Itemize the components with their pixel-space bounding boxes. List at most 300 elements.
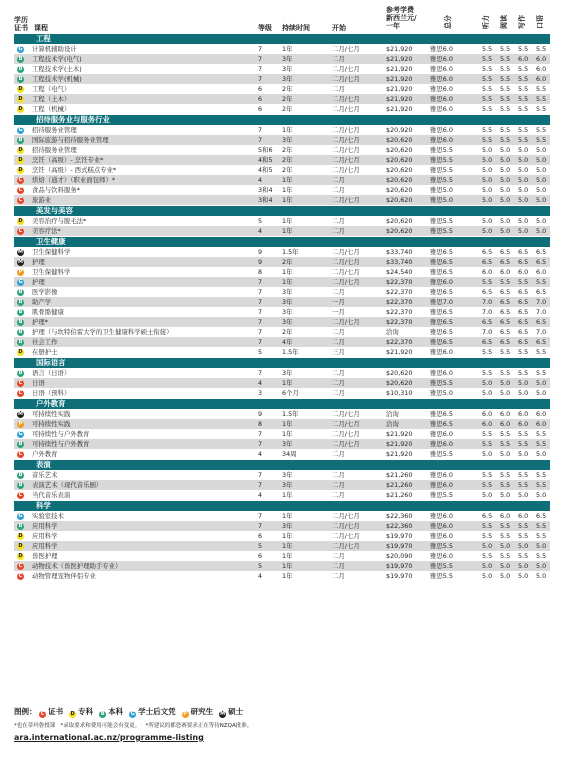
section-header: 工程	[14, 34, 550, 44]
ielts-overall: 雅思5.0	[430, 186, 453, 194]
course-name: 应用科学	[32, 522, 58, 530]
credential-badge: B	[18, 136, 23, 143]
legend-label: 研究生	[190, 707, 214, 716]
table-row	[14, 64, 550, 74]
ielts-overall: 雅思5.0	[430, 389, 453, 397]
ielts-listening: 5.5	[482, 95, 493, 103]
ielts-speaking: 5.0	[536, 176, 547, 184]
course-name: 肌骨骼健康	[32, 308, 64, 316]
ielts-reading: 5.5	[500, 105, 511, 113]
ielts-speaking: 6.5	[536, 318, 547, 326]
fee: $21,920	[386, 65, 413, 73]
duration: 4年	[282, 338, 293, 346]
duration: 3年	[282, 288, 293, 296]
ielts-speaking: 5.0	[536, 227, 547, 235]
ielts-writing: 5.0	[518, 166, 529, 174]
credential-badge: D	[18, 217, 23, 224]
start-month: 二月/七月	[332, 196, 360, 204]
credential-badge: D	[18, 85, 23, 92]
ielts-speaking: 5.0	[536, 491, 547, 499]
start-month: 一月	[332, 308, 345, 316]
start-month: 二月/七月	[332, 522, 360, 530]
fee: $10,310	[386, 389, 413, 397]
table-row	[14, 307, 550, 317]
start-month: 二月/七月	[332, 156, 360, 164]
ielts-speaking: 5.0	[536, 146, 547, 154]
ielts-overall: 雅思5.5	[430, 227, 453, 235]
ielts-speaking: 5.5	[536, 471, 547, 479]
ielts-reading: 5.5	[500, 65, 511, 73]
ielts-listening: 5.5	[482, 522, 493, 530]
credential-badge: B	[18, 288, 23, 295]
ielts-listening: 5.0	[482, 196, 493, 204]
ielts-speaking: 5.5	[536, 532, 547, 540]
header-speaking: 口语	[536, 15, 544, 29]
credential-badge: D	[18, 552, 23, 559]
duration: 2年	[282, 146, 293, 154]
ielts-writing: 5.5	[518, 552, 529, 560]
table-row	[14, 449, 550, 459]
ielts-reading: 5.0	[500, 379, 511, 387]
ielts-speaking: 5.0	[536, 542, 547, 550]
footnotes	[14, 721, 252, 729]
start-month: 二月	[332, 562, 345, 570]
credential-badge: G	[18, 126, 23, 133]
ielts-listening: 7.0	[482, 308, 493, 316]
ielts-writing: 5.5	[518, 75, 529, 83]
ielts-reading: 6.0	[500, 512, 511, 520]
level: 7	[258, 45, 263, 53]
legend-item	[69, 706, 93, 717]
fee: $22,360	[386, 512, 413, 520]
ielts-speaking: 7.0	[536, 308, 547, 316]
table-row	[14, 94, 550, 104]
fee: $21,260	[386, 471, 413, 479]
ielts-writing: 5.0	[518, 146, 529, 154]
course-name: 护理	[32, 278, 45, 286]
legend-item	[39, 706, 63, 717]
ielts-listening: 5.5	[482, 348, 493, 356]
start-month: 二月	[332, 379, 345, 387]
start-month: 二月/七月	[332, 430, 360, 438]
duration: 1年	[282, 572, 293, 580]
duration: 2年	[282, 258, 293, 266]
credential-badge: D	[18, 166, 23, 173]
duration: 1年	[282, 491, 293, 499]
credential-badge: C	[18, 491, 23, 498]
level: 7	[258, 481, 263, 489]
ielts-speaking: 5.0	[536, 572, 547, 580]
ielts-writing: 5.0	[518, 186, 529, 194]
level: 5	[258, 348, 263, 356]
ielts-reading: 5.0	[500, 227, 511, 235]
table-row	[14, 216, 550, 226]
course-name: 工程（土木）	[32, 95, 71, 103]
table-row	[14, 247, 550, 257]
ielts-writing: 5.0	[518, 562, 529, 570]
table-row	[14, 521, 550, 531]
course-name: 工程技术学(机械)	[32, 75, 82, 83]
duration: 6个月	[282, 389, 299, 397]
ielts-speaking: 5.0	[536, 186, 547, 194]
ielts-overall: 雅思6.0	[430, 136, 453, 144]
duration: 3年	[282, 440, 293, 448]
ielts-writing: 6.5	[518, 288, 529, 296]
table-row	[14, 287, 550, 297]
credential-badge: B	[18, 75, 23, 82]
credential-badge: M	[18, 258, 23, 265]
course-name: 当代音乐表演	[32, 491, 71, 499]
ielts-listening: 6.5	[482, 318, 493, 326]
ielts-writing: 6.0	[518, 55, 529, 63]
duration: 1.5年	[282, 348, 299, 356]
course-table	[14, 33, 550, 581]
credential-badge: M	[220, 711, 226, 717]
credential-badge: C	[18, 389, 23, 396]
duration: 3年	[282, 522, 293, 530]
level: 3和4	[258, 186, 273, 194]
ielts-listening: 7.0	[482, 328, 493, 336]
fee: $21,920	[386, 450, 413, 458]
ielts-reading: 5.0	[500, 389, 511, 397]
ielts-reading: 5.5	[500, 369, 511, 377]
course-name: 社会工作	[32, 338, 58, 346]
ielts-speaking: 6.0	[536, 268, 547, 276]
fee: $20,090	[386, 552, 413, 560]
programme-listing-link[interactable]: ara.international.ac.nz/programme-listing	[14, 733, 204, 742]
ielts-listening: 6.5	[482, 288, 493, 296]
table-row	[14, 378, 550, 388]
table-row	[14, 257, 550, 267]
duration: 2年	[282, 105, 293, 113]
ielts-listening: 5.0	[482, 542, 493, 550]
level: 7	[258, 298, 263, 306]
header-course: 课程	[34, 24, 48, 32]
ielts-speaking: 5.5	[536, 481, 547, 489]
start-month: 二月/七月	[332, 65, 360, 73]
fee: $21,920	[386, 45, 413, 53]
ielts-writing: 6.5	[518, 328, 529, 336]
ielts-writing: 6.5	[518, 258, 529, 266]
fee: $20,620	[386, 369, 413, 377]
ielts-reading: 6.5	[500, 318, 511, 326]
course-name: 在册护士	[32, 348, 58, 356]
level: 3和4	[258, 196, 273, 204]
ielts-listening: 5.5	[482, 75, 493, 83]
course-name: 表演艺术（现代音乐剧）	[32, 481, 103, 489]
start-month: 二月/七月	[332, 126, 360, 134]
start-month: 二月	[332, 572, 345, 580]
ielts-speaking: 6.5	[536, 338, 547, 346]
fee: $21,260	[386, 491, 413, 499]
ielts-overall: 雅思5.5	[430, 379, 453, 387]
ielts-writing: 5.0	[518, 572, 529, 580]
fee: $21,920	[386, 55, 413, 63]
ielts-reading: 5.5	[500, 552, 511, 560]
ielts-overall: 雅思6.5	[430, 338, 453, 346]
ielts-writing: 6.5	[518, 318, 529, 326]
credential-badge: D	[18, 348, 23, 355]
ielts-speaking: 5.0	[536, 389, 547, 397]
credential-badge: C	[18, 572, 23, 579]
course-name: 可持续性与户外教育	[32, 430, 90, 438]
start-month: 二月	[332, 176, 345, 184]
duration: 1.5年	[282, 410, 299, 418]
section-header: 户外教育	[14, 399, 550, 409]
ielts-reading: 5.5	[500, 430, 511, 438]
ielts-overall: 雅思6.0	[430, 105, 453, 113]
level: 5和6	[258, 146, 273, 154]
ielts-reading: 5.5	[500, 522, 511, 530]
credential-badge: B	[18, 471, 23, 478]
ielts-writing: 5.0	[518, 491, 529, 499]
section-header: 科学	[14, 501, 550, 511]
credential-badge: D	[18, 105, 23, 112]
ielts-overall: 雅思6.0	[430, 481, 453, 489]
course-name: 美容疗法*	[32, 227, 61, 235]
ielts-reading: 5.5	[500, 136, 511, 144]
fee: $19,970	[386, 562, 413, 570]
ielts-speaking: 5.5	[536, 105, 547, 113]
course-name: 招待服务业管理	[32, 146, 77, 154]
duration: 2年	[282, 85, 293, 93]
table-row	[14, 317, 550, 327]
credential-badge: C	[18, 186, 23, 193]
duration: 34周	[282, 450, 297, 458]
course-name: 助产学	[32, 298, 52, 306]
start-month: 二月	[332, 227, 345, 235]
ielts-listening: 5.5	[482, 126, 493, 134]
start-month: 二月/七月	[332, 45, 360, 53]
ielts-overall: 雅思5.5	[430, 217, 453, 225]
course-name: 招待服务业管理	[32, 126, 77, 134]
duration: 1年	[282, 512, 293, 520]
ielts-writing: 5.5	[518, 369, 529, 377]
ielts-speaking: 5.0	[536, 196, 547, 204]
level: 4	[258, 227, 263, 235]
fee: $19,970	[386, 532, 413, 540]
ielts-speaking: 5.5	[536, 278, 547, 286]
ielts-reading: 5.0	[500, 572, 511, 580]
ielts-reading: 5.0	[500, 562, 511, 570]
ielts-writing: 6.5	[518, 298, 529, 306]
table-row	[14, 226, 550, 236]
section-header: 表演	[14, 460, 550, 470]
duration: 1年	[282, 532, 293, 540]
credential-badge: B	[18, 522, 23, 529]
ielts-writing: 5.5	[518, 85, 529, 93]
ielts-writing: 6.0	[518, 410, 529, 418]
ielts-writing: 5.5	[518, 348, 529, 356]
credential-badge: B	[18, 65, 23, 72]
ielts-writing: 5.5	[518, 522, 529, 530]
level: 7	[258, 278, 263, 286]
duration: 3年	[282, 308, 293, 316]
course-name: 动物管理宠物伴侣专业	[32, 572, 96, 580]
course-name: 工程（机械）	[32, 105, 71, 113]
ielts-speaking: 6.0	[536, 420, 547, 428]
ielts-reading: 5.0	[500, 156, 511, 164]
fee: $20,620	[386, 227, 413, 235]
level: 8	[258, 268, 263, 276]
fee: $21,920	[386, 95, 413, 103]
ielts-writing: 5.5	[518, 65, 529, 73]
ielts-writing: 5.5	[518, 440, 529, 448]
duration: 3年	[282, 65, 293, 73]
fee: $33,740	[386, 248, 413, 256]
ielts-writing: 5.5	[518, 126, 529, 134]
ielts-writing: 5.5	[518, 532, 529, 540]
ielts-listening: 5.5	[482, 136, 493, 144]
level: 6	[258, 552, 263, 560]
ielts-listening: 5.0	[482, 450, 493, 458]
table-row	[14, 368, 550, 378]
duration: 3年	[282, 318, 293, 326]
course-name: 护理*	[32, 318, 48, 326]
duration: 3年	[282, 55, 293, 63]
ielts-reading: 5.0	[500, 196, 511, 204]
course-name: 计算机辅助设计	[32, 45, 77, 53]
table-row	[14, 74, 550, 84]
ielts-speaking: 5.5	[536, 552, 547, 560]
fee: $21,920	[386, 440, 413, 448]
ielts-writing: 5.5	[518, 481, 529, 489]
ielts-speaking: 5.5	[536, 440, 547, 448]
credential-badge: C	[18, 176, 23, 183]
start-month: 一月	[332, 298, 345, 306]
start-month: 二月	[332, 389, 345, 397]
start-month: 二月/七月	[332, 146, 360, 154]
ielts-overall: 雅思6.0	[430, 440, 453, 448]
footnote-1: *也在蒂玛鲁授课	[14, 723, 56, 729]
ielts-overall: 雅思6.0	[430, 45, 453, 53]
ielts-listening: 5.5	[482, 278, 493, 286]
ielts-listening: 5.0	[482, 562, 493, 570]
ielts-overall: 雅思5.5	[430, 450, 453, 458]
duration: 3年	[282, 481, 293, 489]
fee: $33,740	[386, 258, 413, 266]
table-row	[14, 104, 550, 114]
credential-badge: C	[18, 562, 23, 569]
start-month: 二月/七月	[332, 420, 360, 428]
ielts-speaking: 5.5	[536, 522, 547, 530]
table-row	[14, 388, 550, 398]
fee: $19,970	[386, 542, 413, 550]
ielts-speaking: 6.5	[536, 248, 547, 256]
ielts-reading: 6.5	[500, 258, 511, 266]
ielts-speaking: 7.0	[536, 328, 547, 336]
ielts-listening: 5.0	[482, 186, 493, 194]
ielts-reading: 6.0	[500, 410, 511, 418]
ielts-reading: 5.0	[500, 166, 511, 174]
ielts-overall: 雅思6.5	[430, 318, 453, 326]
level: 5	[258, 542, 263, 550]
fee: 洽询	[386, 410, 399, 418]
fee: 洽询	[386, 328, 399, 336]
level: 6	[258, 532, 263, 540]
credential-badge: D	[18, 95, 23, 102]
ielts-writing: 5.0	[518, 542, 529, 550]
fee: $22,370	[386, 288, 413, 296]
ielts-overall: 雅思6.0	[430, 369, 453, 377]
start-month: 二月/七月	[332, 512, 360, 520]
ielts-writing: 5.5	[518, 278, 529, 286]
credential-badge: B	[18, 55, 23, 62]
start-month: 二月/七月	[332, 278, 360, 286]
ielts-writing: 6.5	[518, 308, 529, 316]
ielts-listening: 5.0	[482, 176, 493, 184]
credential-badge: B	[18, 298, 23, 305]
table-row	[14, 327, 550, 337]
duration: 1年	[282, 227, 293, 235]
section-header: 招待服务业与服务行业	[14, 115, 550, 125]
course-name: 应用科学	[32, 532, 58, 540]
fee: $21,260	[386, 481, 413, 489]
ielts-speaking: 5.5	[536, 369, 547, 377]
ielts-reading: 5.5	[500, 45, 511, 53]
ielts-listening: 5.5	[482, 471, 493, 479]
duration: 1年	[282, 196, 293, 204]
ielts-writing: 5.0	[518, 217, 529, 225]
ielts-reading: 6.5	[500, 288, 511, 296]
start-month: 二月	[332, 288, 345, 296]
start-month: 二月/七月	[332, 542, 360, 550]
ielts-reading: 5.0	[500, 542, 511, 550]
ielts-reading: 5.5	[500, 75, 511, 83]
duration: 2年	[282, 328, 293, 336]
ielts-listening: 5.5	[482, 369, 493, 377]
ielts-listening: 6.0	[482, 410, 493, 418]
ielts-reading: 6.0	[500, 268, 511, 276]
header-start: 开始	[332, 24, 346, 32]
ielts-listening: 5.0	[482, 389, 493, 397]
fee: $20,920	[386, 126, 413, 134]
ielts-overall: 雅思5.5	[430, 572, 453, 580]
level: 7	[258, 126, 263, 134]
start-month: 二月	[332, 186, 345, 194]
duration: 1年	[282, 45, 293, 53]
start-month: 二月	[332, 552, 345, 560]
ielts-speaking: 5.0	[536, 217, 547, 225]
legend-item	[219, 706, 243, 717]
table-row	[14, 480, 550, 490]
duration: 1年	[282, 217, 293, 225]
duration: 2年	[282, 95, 293, 103]
table-row	[14, 195, 550, 205]
ielts-speaking: 5.5	[536, 85, 547, 93]
credential-badge: B	[18, 440, 23, 447]
duration: 1年	[282, 176, 293, 184]
credential-badge: C	[18, 227, 23, 234]
ielts-overall: 雅思6.5	[430, 288, 453, 296]
ielts-speaking: 5.5	[536, 45, 547, 53]
duration: 2年	[282, 156, 293, 164]
table-row	[14, 165, 550, 175]
ielts-speaking: 5.0	[536, 166, 547, 174]
fee: $22,370	[386, 308, 413, 316]
legend-item	[129, 706, 176, 717]
course-name: 日语（预科）	[32, 389, 71, 397]
table-row	[14, 551, 550, 561]
ielts-reading: 5.0	[500, 186, 511, 194]
ielts-reading: 5.5	[500, 126, 511, 134]
table-row	[14, 429, 550, 439]
credential-badge: C	[18, 450, 23, 457]
course-name: 可持续性实践	[32, 410, 71, 418]
header-reading: 阅读	[500, 15, 508, 29]
ielts-writing: 5.5	[518, 45, 529, 53]
header-credential: 学历 证书	[14, 16, 28, 32]
